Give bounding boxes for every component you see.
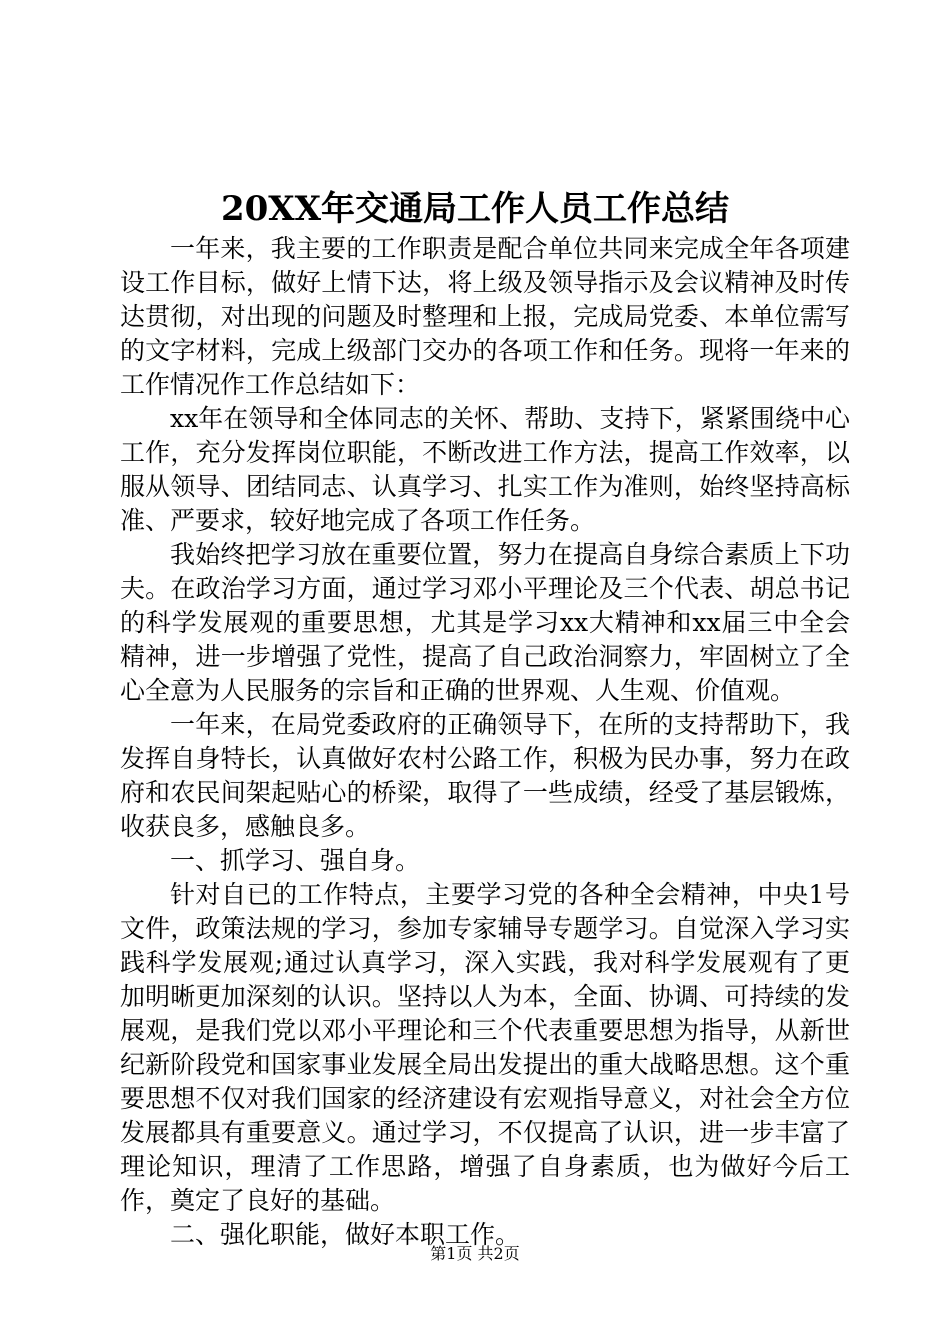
section-heading-1: 一、抓学习、强自身。 xyxy=(170,846,421,875)
paragraph-intro: 一年来，我主要的工作职责是配合单位共同来完成全年各项建设工作目标，做好上情下达，将上级及领导指示及会议精神及时传达贯彻，对出现的问题及时整理和上报，完成局党委、本单位需写的文字材料，完成上级部门交办的各项工作和任务。现将一年来的工作情况作工作总结如下： xyxy=(120,234,850,399)
section-heading-2: 二、强化职能，做好本职工作。 xyxy=(170,1220,521,1249)
paragraph-overview: xx年在领导和全体同志的关怀、帮助、支持下，紧紧围绕中心工作，充分发挥岗位职能，不断改进工作方法，提高工作效率，以服从领导、团结同志、认真学习、扎实工作为准则，始终坚持高标准、严要求，较好地完成了各项工作任务。 xyxy=(120,404,850,535)
paragraph-study: 我始终把学习放在重要位置，努力在提高自身综合素质上下功夫。在政治学习方面，通过学习邓小平理论及三个代表、胡总书记的科学发展观的重要思想，尤其是学习xx大精神和xx届三中全会精神，进一步增强了党性，提高了自己政治洞察力，牢固树立了全心全意为人民服务的宗旨和正确的世界观、人生观、价值观。 xyxy=(120,540,850,705)
paragraph-achievements: 一年来，在局党委政府的正确领导下，在所的支持帮助下，我发挥自身特长，认真做好农村公路工作，积极为民办事，努力在政府和农民间架起贴心的桥梁，取得了一些成绩，经受了基层锻炼，收获良多，感触良多。 xyxy=(120,710,850,841)
document-title: 20XX年交通局工作人员工作总结 xyxy=(220,189,730,229)
paragraph-section-1: 针对自已的工作特点，主要学习党的各种全会精神，中央1号文件，政策法规的学习，参加专家辅导专题学习。自觉深入学习实践科学发展观;通过认真学习，深入实践，我对科学发展观有了更加明晰更加深刻的认识。坚持以人为本，全面、协调、可持续的发展观，是我们党以邓小平理论和三个代表重要思想为指导，从新世纪新阶段党和国家事业发展全局出发提出的重大战略思想。这个重要思想不仅对我们国家的经济建设有宏观指导意义，对社会全方位发展都具有重要意义。通过学习，不仅提高了认识，进一步丰富了理论知识，理清了工作思路，增强了自身素质，也为做好今后工作，奠定了良好的基础。 xyxy=(120,880,850,1215)
document-body xyxy=(120,232,850,1252)
page-footer: 第1页 共2页 xyxy=(430,1244,520,1263)
